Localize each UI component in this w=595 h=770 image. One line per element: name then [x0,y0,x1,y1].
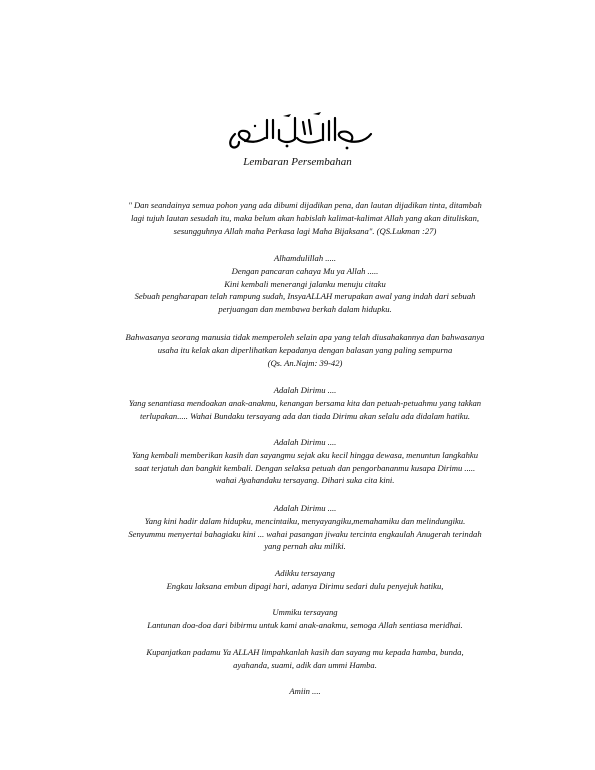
quote-line: sesungguhnya Allah maha Perkasa lagi Maha Bijaksana". (QS.Lukman :27) [173,225,437,236]
gratitude-line: Kini kembali menerangi jalanku menuju citaku [224,278,386,289]
quote-line: " Dan seandainya semua pohon yang ada dibumi dijadikan pena, dan lautan dijadikan tinta, ditambah [128,200,482,210]
gratitude-paragraph [80,252,530,316]
gratitude-line: Alhamdulillah ..... [273,253,337,263]
verse-line: (Qs. An.Najm: 39-42) [267,357,343,368]
spouse-paragraph [80,502,530,553]
quote-line: lagi tujuh lautan sesudah itu, maka belum akan habislah kalimat-kalimat Allah yang akan dituliskan, [130,212,480,223]
sibling-line: Engkau laksana embun dipagi hari, adanya Dirimu sedari dulu penyejuk hatiku, [166,580,444,591]
verse-paragraph [80,331,530,369]
gratitude-line: perjuangan dan membawa berkah dalam hidupku. [218,304,392,315]
mother-line: Yang senantiasa mendoakan anak-anakmu, kenangan bersama kita dan petuah-petuahmu yang takkan [128,397,482,408]
sibling-paragraph [80,567,530,593]
father-line: saat terjatuh dan bangkit kembali. Dengan selaksa petuah dan pengorbananmu kusapa Dirimu ..... [134,462,476,473]
quote-paragraph [80,199,530,237]
mother-line: terlupakan..... Wahai Bundaku tersayang ada dan tiada Dirimu akan selalu ada didalam hatiku. [139,410,471,421]
spouse-line: Yang kini hadir dalam hidupku, mencintaiku, menyayangiku,memahamiku dan melindungiku. [144,515,466,526]
closing-line: ayahanda, suami, adik dan ummi Hamba. [233,659,377,670]
ummi-line: Ummiku tersayang [272,607,338,617]
page-title: Lembaran Persembahan [243,156,352,168]
mother-paragraph [80,384,530,422]
closing-paragraph [80,646,530,672]
verse-line: usaha itu kelak akan diperlihatkan kepadanya dengan balasan yang paling sempurna [157,344,453,355]
amen-text: Amiin .... [289,686,321,696]
bismillah-calligraphy [225,112,375,152]
spouse-line: Adalah Dirimu .... [273,503,337,513]
verse-line: Bahwasanya seorang manusia tidak memperoleh selain apa yang telah diusahakannya dan bahwasanya [125,332,485,342]
closing-line: Kupanjatkan padamu Ya ALLAH limpahkanlah kasih dan sayang mu kepada hamba, bunda, [146,647,464,657]
father-line: Adalah Dirimu .... [273,437,337,447]
father-paragraph [80,436,530,487]
spouse-line: yang pernah aku miliki. [264,541,346,552]
spouse-line: Senyummu menyertai bahagiaku kini ... wahai pasangan jiwaku tercinta engkaulah Anugerah terindah [128,528,482,539]
ummi-paragraph [80,606,530,632]
amen-line [80,685,530,698]
mother-line: Adalah Dirimu .... [273,385,337,395]
ummi-line: Lantunan doa-doa dari bibirmu untuk kami anak-anakmu, semoga Allah sentiasa meridhai. [147,619,463,630]
father-line: wahai Ayahandaku tersayang. Dihari suka cita kini. [215,475,395,486]
father-line: Yang kembali memberikan kasih dan sayangmu sejak aku kecil hingga dewasa, menuntun langkahku [132,449,478,460]
gratitude-line: Sebuah pengharapan telah rampung sudah, InsyaALLAH merupakan awal yang indah dari sebuah [134,291,476,302]
sibling-line: Adikku tersayang [275,568,335,578]
gratitude-line: Dengan pancaran cahaya Mu ya Allah ..... [231,265,379,276]
